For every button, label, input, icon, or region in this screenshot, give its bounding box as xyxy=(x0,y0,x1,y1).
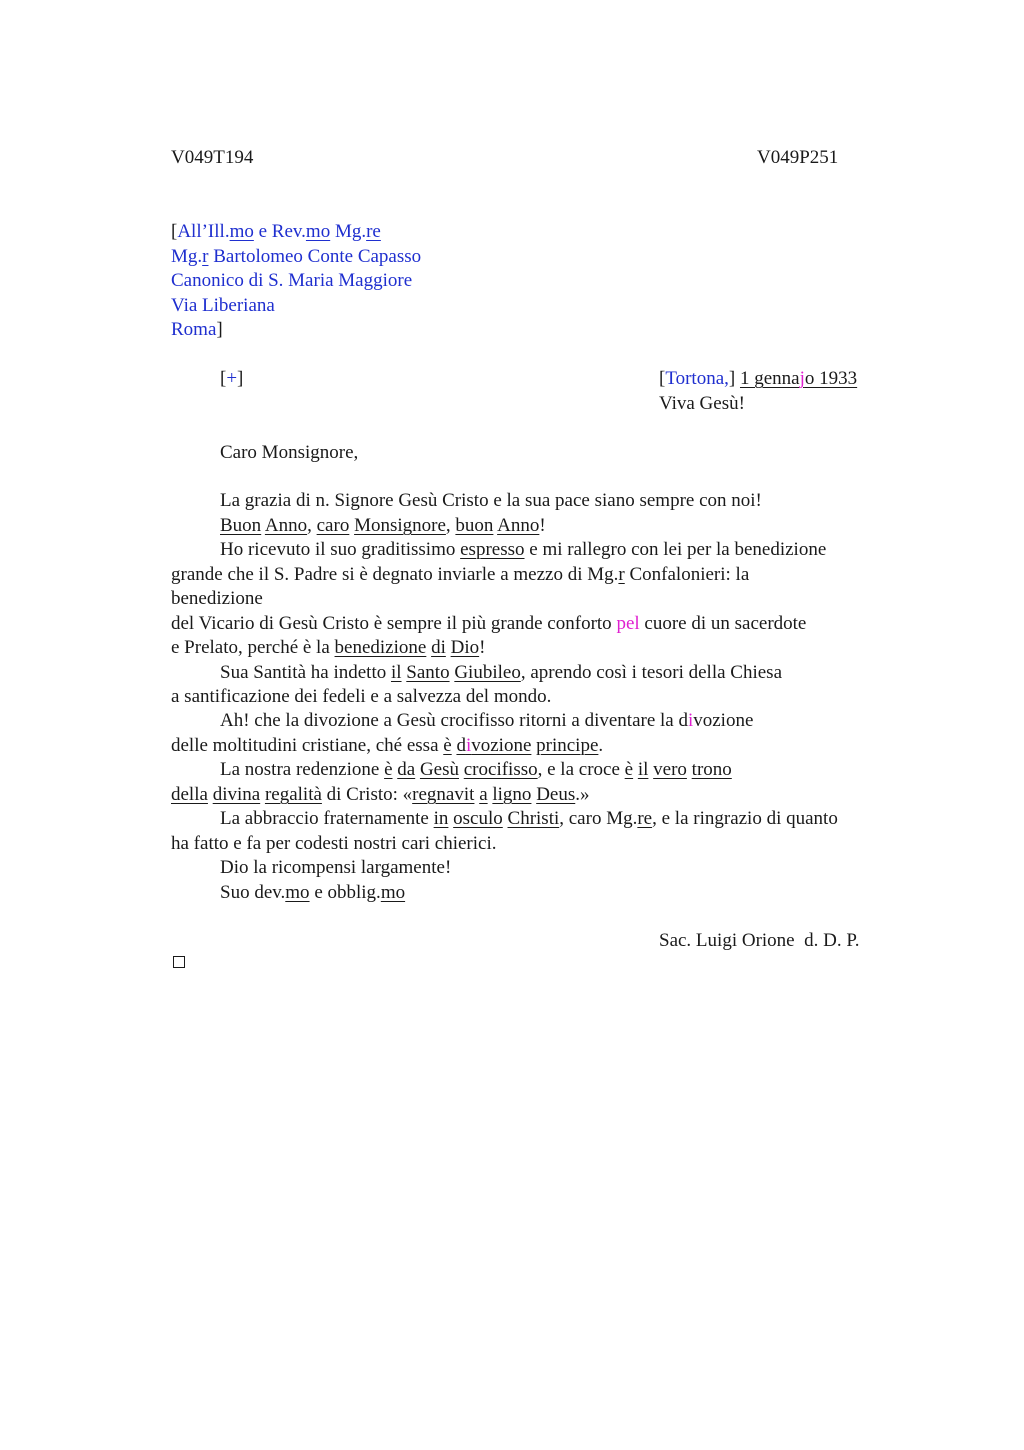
address-line-2: Mg.r Bartolomeo Conte Capasso xyxy=(171,246,422,267)
address-line-4: Via Liberiana xyxy=(171,295,275,316)
end-marker-box-icon xyxy=(173,956,185,968)
paragraph-8: Dio la ricompensi largamente! xyxy=(220,857,452,878)
paragraph-7-line-2: ha fatto e fa per codesti nostri cari chierici. xyxy=(171,833,497,854)
paragraph-4-line-1: Sua Santità ha indetto il Santo Giubileo, aprendo così i tesori della Chiesa xyxy=(220,662,783,683)
viva-gesu: Viva Gesù! xyxy=(659,393,745,414)
closing-line: Suo dev.mo e obblig.mo xyxy=(220,882,406,903)
paragraph-3-line-3: benedizione xyxy=(171,588,263,609)
paragraph-3-line-2: grande che il S. Padre si è degnato inviarle a mezzo di Mg.r Confalonieri: la xyxy=(171,564,750,585)
document-code-right: V049P251 xyxy=(757,147,839,168)
paragraph-5-line-2: delle moltitudini cristiane, ché essa è divozione principe. xyxy=(171,735,604,756)
dateline: [Tortona,] 1 gennajo 1933 xyxy=(659,368,858,389)
paragraph-3-line-5: e Prelato, perché è la benedizione di Dio! xyxy=(171,637,486,658)
document-code-left: V049T194 xyxy=(171,147,254,168)
paragraph-7-line-1: La abbraccio fraternamente in osculo Christi, caro Mg.re, e la ringrazio di quanto xyxy=(220,808,838,829)
signature: Sac. Luigi Orione d. D. P. xyxy=(659,930,860,951)
address-line-1: [All’Ill.mo e Rev.mo Mg.re xyxy=(171,221,381,242)
address-line-3: Canonico di S. Maria Maggiore xyxy=(171,270,413,291)
salutation: Caro Monsignore, xyxy=(220,442,359,463)
paragraph-3-line-1: Ho ricevuto il suo graditissimo espresso e mi rallegro con lei per la benedizione xyxy=(220,539,827,560)
paragraph-2: Buon Anno, caro Monsignore, buon Anno! xyxy=(220,515,546,536)
paragraph-4-line-2: a santificazione dei fedeli e a salvezza del mondo. xyxy=(171,686,552,707)
address-line-5: Roma] xyxy=(171,319,223,340)
paragraph-5-line-1: Ah! che la divozione a Gesù crocifisso ritorni a diventare la divozione xyxy=(220,710,754,731)
cross-sign: [+] xyxy=(220,368,244,389)
paragraph-6-line-2: della divina regalità di Cristo: «regnavit a ligno Deus.» xyxy=(171,784,590,805)
paragraph-1: La grazia di n. Signore Gesù Cristo e la sua pace siano sempre con noi! xyxy=(220,490,762,511)
paragraph-3-line-4: del Vicario di Gesù Cristo è sempre il più grande conforto pel cuore di un sacerdote xyxy=(171,613,807,634)
paragraph-6-line-1: La nostra redenzione è da Gesù crocifisso, e la croce è il vero trono xyxy=(220,759,732,780)
